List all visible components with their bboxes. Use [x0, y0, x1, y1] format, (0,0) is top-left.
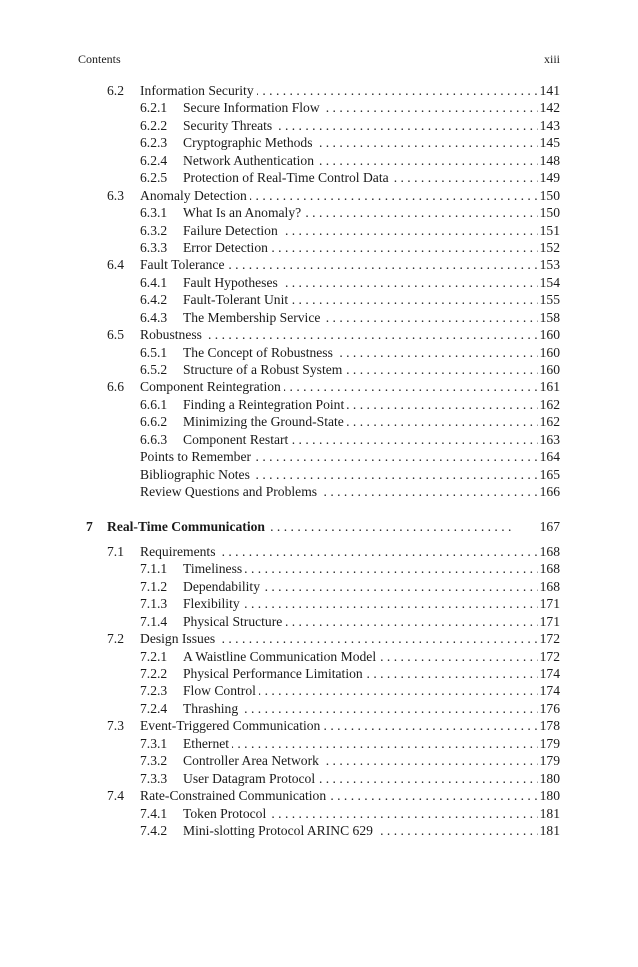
- toc-entry-title: Fault Hypotheses: [183, 275, 281, 290]
- toc-entry-page-number: 160: [539, 327, 560, 343]
- toc-entry-number: 7.4.2: [140, 822, 168, 838]
- toc-entry-title: Controller Area Network: [183, 753, 322, 768]
- toc-entry-page-number: 141: [539, 83, 560, 98]
- toc-entry-title-leader: [183, 560, 538, 577]
- toc-entry-title: Fault Tolerance: [140, 257, 227, 272]
- toc-entry-title-leader: [183, 805, 538, 822]
- toc-entry-title: Flexibility: [183, 596, 243, 611]
- toc-entry-title: Thrashing: [183, 701, 241, 716]
- toc-entry-number: 6.4.2: [140, 292, 168, 308]
- toc-entry-title-leader: [140, 630, 538, 647]
- toc-entry-title-leader: [140, 326, 538, 343]
- toc-entry-title: Real-Time Communication: [107, 519, 268, 534]
- toc-entry-title: Robustness: [140, 327, 205, 342]
- toc-entry-page-number: 162: [539, 396, 560, 412]
- toc-entry-title: Component Reintegration: [140, 379, 284, 394]
- toc-entry-number: 6.6: [107, 379, 124, 395]
- toc-entry-page-number: 151: [539, 222, 560, 238]
- toc-entry-title: Design Issues: [140, 631, 218, 646]
- toc-entry-title-leader: [183, 682, 538, 699]
- toc-entry-page-number: 152: [539, 239, 560, 255]
- toc-entry-title-leader: [183, 822, 538, 839]
- toc-entry-title: Component Restart: [183, 432, 291, 447]
- toc-entry-page-number: 174: [539, 683, 560, 699]
- toc-entry-title: Review Questions and Problems: [140, 484, 320, 499]
- toc-entry-number: 7.1.4: [140, 613, 168, 629]
- toc-entry-title-leader: [183, 134, 538, 151]
- toc-entry-title: Network Authentication: [183, 153, 317, 168]
- toc-entry-page-number: 164: [539, 449, 560, 465]
- toc-entry[interactable]: [0, 787, 638, 804]
- toc-entry-number: 7.1.2: [140, 578, 168, 594]
- toc-entry-title-leader: [183, 665, 538, 682]
- toc-entry-page-number: 143: [539, 117, 560, 133]
- toc-entry-page-number: 153: [539, 257, 560, 273]
- toc-entry-number: 6.3.3: [140, 239, 168, 255]
- toc-entry[interactable]: [0, 700, 638, 717]
- toc-entry-title: Cryptographic Methods: [183, 135, 316, 150]
- toc-entry-page-number: 155: [539, 292, 560, 308]
- toc-entry-page-number: 160: [539, 362, 560, 377]
- toc-entry[interactable]: [0, 361, 638, 378]
- toc-entry[interactable]: [0, 378, 638, 395]
- toc-entry-page-number: 154: [539, 274, 560, 290]
- toc-entry-page-number: 145: [539, 135, 560, 151]
- toc-entry[interactable]: [0, 595, 638, 612]
- toc-entry-number: 6.2.4: [140, 152, 168, 168]
- toc-entry-page-number: 158: [539, 309, 560, 325]
- toc-entry[interactable]: [0, 309, 638, 326]
- toc-entry-title: Security Threats: [183, 118, 275, 133]
- toc-entry-title-leader: [140, 483, 538, 500]
- toc-entry-number: 7.3.2: [140, 753, 168, 769]
- toc-entry-title-leader: [183, 396, 538, 413]
- toc-entry-title: What Is an Anomaly?: [183, 205, 304, 220]
- toc-entry-page-number: 168: [539, 561, 560, 577]
- toc-entry-number: 6.3: [107, 187, 124, 203]
- toc-entry-title-leader: [140, 378, 538, 395]
- toc-entry-number: 7.1.3: [140, 596, 168, 612]
- toc-entry[interactable]: [0, 822, 638, 839]
- toc-entry-page-number: 171: [539, 613, 560, 629]
- toc-entry[interactable]: [0, 239, 638, 256]
- toc-entry-title: Requirements: [140, 544, 219, 559]
- toc-entry-title-leader: [140, 717, 538, 734]
- toc-entry[interactable]: [0, 99, 638, 116]
- toc-entry-title-leader: [183, 117, 538, 134]
- toc-entry-number: 6.5.1: [140, 344, 168, 360]
- toc-entry-title-leader: [183, 700, 538, 717]
- toc-chapter-entry[interactable]: [0, 518, 638, 535]
- toc-entry-page-number: 142: [539, 100, 560, 116]
- toc-entry-number: 6.2.2: [140, 117, 168, 133]
- toc-entry-number: 6.4: [107, 257, 124, 273]
- toc-entry-title-leader: [183, 413, 538, 430]
- toc-entry-title: Minimizing the Ground-State: [183, 414, 347, 429]
- toc-entry[interactable]: [0, 665, 638, 682]
- toc-entry-title: Structure of a Robust System: [183, 362, 345, 377]
- toc-entry-title: Finding a Reintegration Point: [183, 397, 347, 412]
- toc-entry-number: 6.2: [107, 83, 124, 98]
- toc-entry-title: A Waistline Communication Model: [183, 649, 379, 664]
- toc-entry-number: 6.5.2: [140, 362, 168, 377]
- toc-entry-number: 7.1.1: [140, 561, 168, 577]
- toc-entry-number: 7: [86, 518, 93, 534]
- toc-entry-page-number: 176: [539, 700, 560, 716]
- toc-entry-title-leader: [107, 518, 514, 535]
- toc-entry-title-leader: [140, 187, 538, 204]
- toc-entry-number: 7.3.1: [140, 735, 168, 751]
- toc-entry-title: Mini-slotting Protocol ARINC 629: [183, 823, 376, 838]
- toc-entry-number: 6.5: [107, 327, 124, 343]
- toc-entry[interactable]: [0, 291, 638, 308]
- toc-entry[interactable]: [0, 578, 638, 595]
- toc-entry-page-number: 178: [539, 718, 560, 734]
- toc-entry-page-number: 149: [539, 170, 560, 186]
- toc-entry-number: 6.6.2: [140, 414, 168, 430]
- toc-entry-title-leader: [183, 752, 538, 769]
- toc-entry-title-leader: [183, 152, 538, 169]
- toc-entry-page-number: 167: [539, 518, 560, 534]
- toc-entry[interactable]: [0, 648, 638, 665]
- toc-entry-page-number: 148: [539, 152, 560, 168]
- toc-entry[interactable]: [0, 483, 638, 500]
- toc-entry-title-leader: [183, 309, 538, 326]
- toc-entry[interactable]: [0, 134, 638, 151]
- running-head-title: Contents: [78, 52, 121, 66]
- toc-entry[interactable]: [0, 204, 638, 221]
- toc-entry[interactable]: [0, 256, 638, 273]
- toc-entry[interactable]: [0, 187, 638, 204]
- toc-entry-page-number: 171: [539, 596, 560, 612]
- toc-entry-title: Token Protocol: [183, 806, 269, 821]
- toc-entry[interactable]: [0, 82, 638, 99]
- toc-entry[interactable]: [0, 630, 638, 647]
- toc-entry-title: Bibliographic Notes: [140, 467, 253, 482]
- toc-entry-title: The Membership Service: [183, 310, 323, 325]
- toc-entry-number: 6.2.3: [140, 135, 168, 151]
- toc-entry-title: User Datagram Protocol: [183, 771, 318, 786]
- toc-entry[interactable]: [0, 752, 638, 769]
- toc-entry-number: 6.4.3: [140, 309, 168, 325]
- toc-entry-page-number: 163: [539, 431, 560, 447]
- toc-entry-title: Rate-Constrained Communication: [140, 788, 329, 803]
- toc-entry-title: Protection of Real-Time Control Data: [183, 170, 392, 185]
- toc-entry-title: Failure Detection: [183, 223, 281, 238]
- toc-entry-page-number: 160: [539, 344, 560, 360]
- toc-entry-title: Dependability: [183, 579, 263, 594]
- toc-entry-title-leader: [183, 99, 538, 116]
- toc-entry-page-number: 181: [539, 822, 560, 838]
- toc-entry[interactable]: [0, 466, 638, 483]
- toc-entry-title: The Concept of Robustness: [183, 345, 336, 360]
- toc-entry-number: 6.6.3: [140, 431, 168, 447]
- toc-entry-page-number: 172: [539, 648, 560, 664]
- toc-entry-title-leader: [183, 239, 538, 256]
- toc-entry-page-number: 150: [539, 205, 560, 221]
- toc-entry-title: Flow Control: [183, 683, 259, 698]
- toc-entry-title-leader: [183, 648, 538, 665]
- toc-entry-title-leader: [183, 361, 538, 378]
- toc-entry-title: Ethernet: [183, 736, 232, 751]
- toc-entry[interactable]: [0, 448, 638, 465]
- running-head-page-number: xiii: [543, 52, 560, 66]
- toc-entry-number: 7.4.1: [140, 805, 168, 821]
- toc-entry-number: 7.1: [107, 543, 124, 559]
- toc-entry[interactable]: [0, 274, 638, 291]
- toc-entry-number: 7.4: [107, 788, 124, 804]
- toc-entry-page-number: 162: [539, 414, 560, 430]
- toc-entry-title-leader: [183, 169, 538, 186]
- toc-entry-title-leader: [183, 578, 538, 595]
- toc-entry-number: 6.2.1: [140, 100, 168, 116]
- toc-entry-title: Fault-Tolerant Unit: [183, 292, 291, 307]
- toc-entry[interactable]: [0, 152, 638, 169]
- toc-entry-page-number: 179: [539, 735, 560, 751]
- toc-entry-title: Information Security: [140, 83, 257, 98]
- toc-entry[interactable]: [0, 169, 638, 186]
- toc-entry-title: Error Detection: [183, 240, 271, 255]
- toc-entry-page-number: 181: [539, 805, 560, 821]
- toc-entry-title-leader: [183, 595, 538, 612]
- toc-entry-title: Secure Information Flow: [183, 100, 323, 115]
- toc-entry-number: 7.2.2: [140, 666, 168, 681]
- toc-entry-number: 6.3.2: [140, 222, 168, 238]
- toc-entry[interactable]: [0, 543, 638, 560]
- toc-entry[interactable]: [0, 805, 638, 822]
- toc-entry[interactable]: [0, 560, 638, 577]
- toc-entry-page-number: 179: [539, 753, 560, 769]
- toc-entry-title-leader: [183, 204, 538, 221]
- toc-entry[interactable]: [0, 413, 638, 430]
- toc-entry-title: Timeliness: [183, 561, 245, 576]
- toc-entry[interactable]: [0, 117, 638, 134]
- toc-entry-title-leader: [140, 82, 538, 99]
- toc-entry-page-number: 168: [539, 543, 560, 559]
- toc-entry[interactable]: [0, 735, 638, 752]
- toc-entry-page-number: 150: [539, 187, 560, 203]
- toc-entry-number: 6.2.5: [140, 170, 168, 186]
- toc-entry-title: Event-Triggered Communication: [140, 718, 323, 733]
- toc-entry[interactable]: [0, 222, 638, 239]
- toc-entry-title-leader: [140, 256, 538, 273]
- toc-entry-title-leader: [183, 222, 538, 239]
- toc-entry-title-leader: [183, 735, 538, 752]
- toc-entry-page-number: 161: [539, 379, 560, 395]
- toc-entry-title-leader: [183, 291, 538, 308]
- toc-entry-page-number: 172: [539, 631, 560, 647]
- toc-entry-title-leader: [183, 770, 538, 787]
- toc-entry[interactable]: [0, 770, 638, 787]
- toc-entry-number: 7.3: [107, 718, 124, 734]
- toc-entry-number: 7.2: [107, 631, 124, 647]
- toc-entry[interactable]: [0, 613, 638, 630]
- toc-entry-page-number: 174: [539, 666, 560, 681]
- toc-entry-title-leader: [183, 344, 538, 361]
- table-of-contents: [0, 82, 638, 839]
- toc-entry-title: Anomaly Detection: [140, 188, 250, 203]
- toc-entry-title-leader: [140, 787, 538, 804]
- toc-entry[interactable]: [0, 344, 638, 361]
- toc-entry-number: 6.3.1: [140, 205, 168, 221]
- toc-entry-page-number: 180: [539, 770, 560, 786]
- toc-entry-title-leader: [140, 466, 538, 483]
- toc-entry-title: Physical Structure: [183, 614, 285, 629]
- toc-entry-title-leader: [140, 448, 538, 465]
- toc-entry-title-leader: [140, 543, 538, 560]
- toc-entry[interactable]: [0, 717, 638, 734]
- toc-entry-title: Points to Remember: [140, 449, 254, 464]
- toc-entry-number: 6.4.1: [140, 274, 168, 290]
- toc-entry-title-leader: [183, 274, 538, 291]
- toc-entry[interactable]: [0, 326, 638, 343]
- toc-entry-number: 7.2.3: [140, 683, 168, 699]
- toc-entry-title-leader: [183, 431, 538, 448]
- toc-entry-number: 7.2.4: [140, 700, 168, 716]
- toc-entry-page-number: 168: [539, 578, 560, 594]
- toc-entry-title-leader: [183, 613, 538, 630]
- toc-entry-number: 6.6.1: [140, 396, 168, 412]
- toc-entry-title: Physical Performance Limitation: [183, 666, 366, 681]
- toc-entry[interactable]: [0, 431, 638, 448]
- toc-entry-page-number: 180: [539, 788, 560, 804]
- toc-entry[interactable]: [0, 396, 638, 413]
- toc-entry-number: 7.3.3: [140, 770, 168, 786]
- toc-entry[interactable]: [0, 682, 638, 699]
- toc-entry-number: 7.2.1: [140, 648, 168, 664]
- toc-entry-page-number: 165: [539, 466, 560, 482]
- toc-entry-page-number: 166: [539, 484, 560, 500]
